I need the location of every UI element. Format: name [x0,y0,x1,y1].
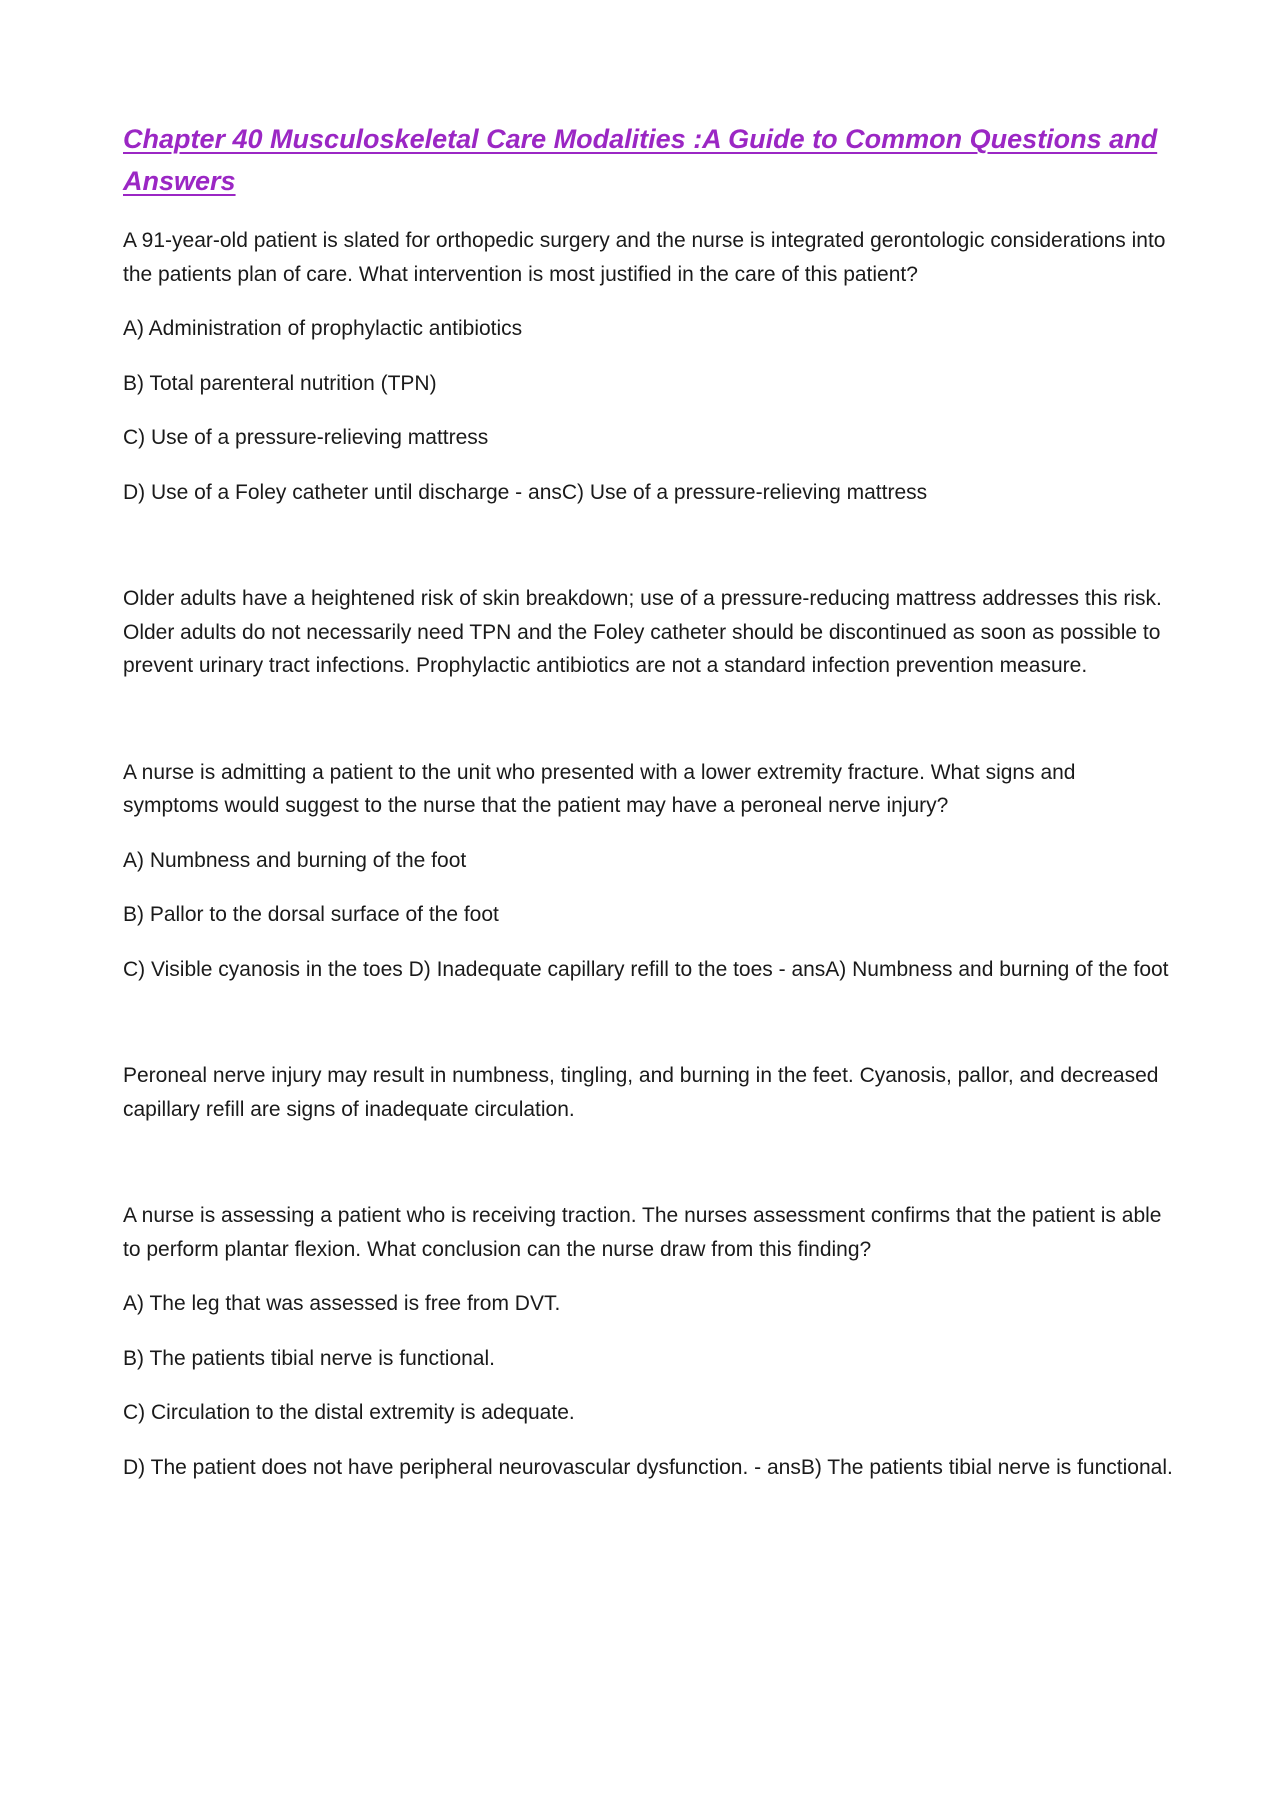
document-page [123,118,1173,1484]
question-text: A nurse is admitting a patient to the unit who presented with a lower extremity fracture. What signs and symptoms would suggest to the nurse that the patient may have a peroneal nerve injury? [123,760,1076,817]
answer-option-c: C) Circulation to the distal extremity is adequate. [123,1401,575,1424]
answer-option-b: B) Total parenteral nutrition (TPN) [123,371,437,395]
answer-option-a: A) The leg that was assessed is free from DVT. [123,1292,561,1315]
answer-option-b: B) The patients tibial nerve is functional. [123,1346,495,1370]
answer-option-c: C) Use of a pressure-relieving mattress [123,426,489,449]
answer-option-b: B) Pallor to the dorsal surface of the foot [123,903,499,926]
question-block-2 [123,756,1173,1127]
question-block-1 [123,224,1173,683]
answer-option-a: A) Administration of prophylactic antibiotics [123,317,523,340]
explanation-text: Peroneal nerve injury may result in numbness, tingling, and burning in the feet. Cyanosis, pallor, and decreased capillary refill are signs of inadequate circulation. [123,1064,1159,1121]
answer-option-d-with-answer: D) The patient does not have peripheral neurovascular dysfunction. - ansB) The patients tibial nerve is functional. [123,1455,1173,1479]
answer-option-a: A) Numbness and burning of the foot [123,848,467,872]
question-text: A nurse is assessing a patient who is receiving traction. The nurses assessment confirms that the patient is able to perform plantar flexion. What conclusion can the nurse draw from this finding? [123,1204,1162,1261]
answer-option-d-with-answer: D) Use of a Foley catheter until discharge - ansC) Use of a pressure-relieving mattress [123,480,928,504]
explanation-text: Older adults have a heightened risk of skin breakdown; use of a pressure-reducing mattress addresses this risk. Older adults do not necessarily need TPN and the Foley catheter should be discontinued as soon as possible to prevent urinary tract infections. Prophylactic antibiotics are not a standard infection prevention measure. [123,587,1162,677]
question-text: A 91-year-old patient is slated for orthopedic surgery and the nurse is integrated gerontologic considerations into the patients plan of care. What intervention is most justified in the care of this patient? [123,229,1166,286]
question-block-3 [123,1199,1173,1484]
answer-option-cd-with-answer: C) Visible cyanosis in the toes D) Inadequate capillary refill to the toes - ansA) Numbness and burning of the foot [123,957,1169,981]
document-title: Chapter 40 Musculoskeletal Care Modalities :A Guide to Common Questions and Answers [123,124,1158,196]
